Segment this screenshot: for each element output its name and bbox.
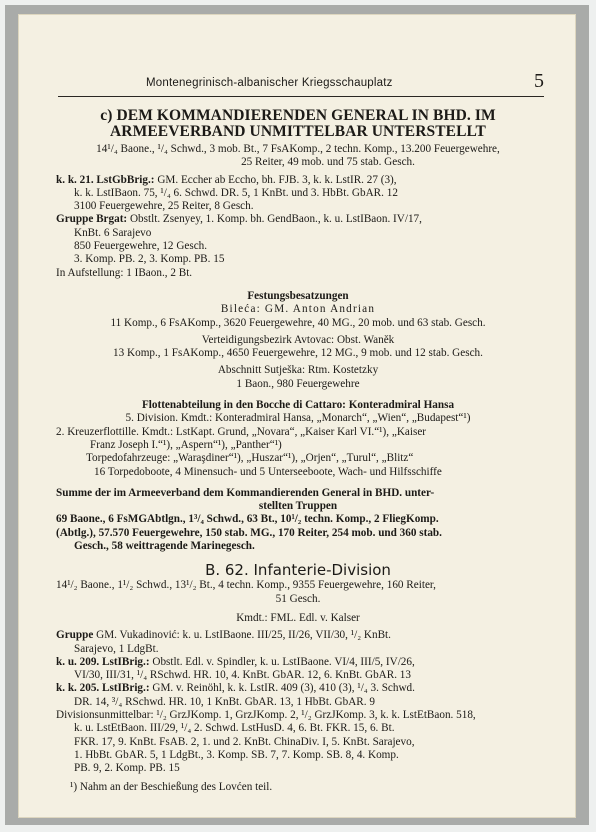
bileca-text: 11 Komp., 6 FsAKomp., 3620 Feuergewehre, 40 MG., 20 mob. und 63 stab. Gesch. bbox=[110, 316, 486, 329]
flotte-title: Flottenabteilung in den Bocche di Cattaro: Konteradmiral Hansa bbox=[141, 399, 455, 412]
brig-205-label: k. k. 205. LstIBrig.: bbox=[56, 682, 150, 695]
lst-brigade-text: GM. Eccher ab Eccho, bh. FJB. 3, k. k. LstIR. 27 (3), bbox=[154, 173, 397, 186]
gruppe-label: Gruppe bbox=[56, 629, 94, 642]
brig-209-line-2: VI/30, III/31, ¹/₄ RSchwd. HR. 10, 4. KnBt. GbAR. 12, 6. KnBt. GbAR. 13 bbox=[74, 669, 411, 682]
page-number: 5 bbox=[534, 70, 544, 92]
flotte-kreuzer-line-2: Franz Joseph I.“¹), „Aspern“¹), „Panther“¹) bbox=[90, 438, 282, 451]
gruppe-brgat-line-4: 3. Komp. PB. 2, 3. Komp. PB. 15 bbox=[74, 253, 225, 266]
section-c-intro-2: 25 Reiter, 49 mob. und 75 stab. Gesch. bbox=[241, 156, 415, 169]
div-unmittelbar-text: ¹/₂ GrzJKomp. 1, GrzJKomp. 2, ¹/₂ GrzJKomp. 3, k. k. LstEtBaon. 518, bbox=[153, 708, 476, 721]
flotte-kreuzer-line-1: 2. Kreuzerflottille. Kmdt.: LstKapt. Grund, „Novara“, „Kaiser Karl VI.“¹), „Kaiser bbox=[56, 425, 427, 438]
aufstellung-line: In Aufstellung: 1 IBaon., 2 Bt. bbox=[56, 266, 193, 279]
section-c-heading-2: ARMEEVERBAND UNMITTELBAR UNTERSTELLT bbox=[110, 123, 486, 140]
section-c-intro-1: 14¹/₄ Baone., ¹/₄ Schwd., 3 mob. Bt., 7 FsAKomp., 2 techn. Komp., 13.200 Feuergewehre, bbox=[96, 143, 500, 155]
summe-heading-1: Summe der im Armeeverband dem Kommandierenden General in BHD. unter- bbox=[56, 486, 435, 499]
gruppe-text: GM. Vukadinović: k. u. LstIBaone. III/25, II/26, VII/30, ¹/₂ KnBt. bbox=[93, 629, 391, 642]
div-unmittelbar-line-3: FKR. 17, 9. KnBt. FsAB. 2, 1. und 2. KnBt. ChinaDiv. I, 5. KnBt. Sarajevo, bbox=[74, 735, 415, 748]
b62-strength-1: 14¹/₂ Baone., 1¹/₂ Schwd., 13¹/₂ Bt., 4 techn. Komp., 9355 Feuergewehre, 160 Reiter, bbox=[56, 579, 436, 592]
div-unmittelbar-line-4: 1. HbBt. GbAR. 5, 1 LdgBt., 3. Komp. SB. 7, 7. Komp. SB. 8, 4. Komp. bbox=[74, 748, 399, 761]
running-title: Montenegrinisch-albanischer Kriegsschauplatz bbox=[146, 77, 393, 89]
flotte-torpedo-line-2: 16 Torpedoboote, 4 Minensuch- und 5 Unterseeboote, Wach- und Hilfsschiffe bbox=[94, 465, 442, 478]
brig-209-label: k. u. 209. LstIBrig.: bbox=[56, 655, 150, 668]
summe-line-1: 69 Baone., 6 FsMGAbtlgn., 1³/₄ Schwd., 63 Bt., 10¹/₂ techn. Komp., 2 FliegKomp. bbox=[56, 513, 439, 526]
gruppe-brgat-line-2: KnBt. 6 Sarajevo bbox=[74, 226, 152, 239]
div-unmittelbar-line-2: k. u. LstEtBaon. III/29, ¹/₄ 2. Schwd. LstHusD. 4, 6. Bt. FKR. 15, 6. Bt. bbox=[74, 722, 395, 735]
flotte-division-5: 5. Division. Kmdt.: Konteradmiral Hansa, „Monarch“, „Wien“, „Budapest“¹) bbox=[125, 412, 471, 425]
document-page bbox=[18, 14, 576, 818]
sutjeska-heading: Abschnitt Sutješka: Rtm. Kostetzky bbox=[217, 364, 379, 377]
summe-heading-2: stellten Truppen bbox=[258, 500, 338, 513]
brig-205-line-1 bbox=[56, 682, 540, 695]
div-unmittelbar-line-5: PB. 9, 2. Komp. PB. 15 bbox=[74, 762, 180, 775]
footnote: ¹) Nahm an der Beschießung des Lovćen teil. bbox=[70, 781, 273, 794]
brig-209-text: Obstlt. Edl. v. Spindler, k. u. LstIBaone. VI/4, III/5, IV/26, bbox=[149, 655, 415, 668]
flotte-torpedo-line-1: Torpedofahrzeuge: „Waraşdiner“¹), „Huszar“¹), „Orjen“, „Turul“, „Blitz“ bbox=[86, 452, 414, 465]
gruppe-brgat-label: Gruppe Brgat: bbox=[56, 213, 128, 226]
running-header bbox=[58, 70, 544, 97]
gruppe-brgat-line-3: 850 Feuergewehre, 12 Gesch. bbox=[74, 240, 208, 253]
gruppe-brgat-text: Obstlt. Zsenyey, 1. Komp. bh. GendBaon., k. u. LstIBaon. IV/17, bbox=[127, 213, 422, 226]
gruppe-brgat-line-1 bbox=[56, 213, 540, 226]
section-c-heading-1: c) DEM KOMMANDIERENDEN GENERAL IN BHD. IM bbox=[100, 107, 496, 124]
lst-brigade-line-1 bbox=[56, 174, 540, 187]
sutjeska-text: 1 Baon., 980 Feuergewehre bbox=[236, 377, 360, 390]
gruppe-vukadinovic-line-1 bbox=[56, 629, 540, 642]
b62-strength-2: 51 Gesch. bbox=[275, 592, 321, 605]
summe-line-3: Gesch., 58 weittragende Marinegesch. bbox=[74, 540, 255, 553]
avtovac-heading: Verteidigungsbezirk Avtovac: Obst. Waněk bbox=[201, 333, 395, 346]
festung-title: Festungsbesatzungen bbox=[247, 289, 349, 302]
b62-title: B. 62. Infanterie-Division bbox=[205, 561, 391, 580]
b62-kommandant: Kmdt.: FML. Edl. v. Kalser bbox=[236, 611, 360, 624]
brig-209-line-1 bbox=[56, 656, 540, 669]
brig-205-line-2: DR. 14, ³/₄ RSchwd. HR. 10, 1 KnBt. GbAR. 13, 1 HbBt. GbAR. 9 bbox=[74, 695, 375, 708]
bileca-heading: Bileća: GM. Anton Andrian bbox=[220, 303, 376, 316]
gruppe-vukadinovic-line-2: Sarajevo, 1 LdgBt. bbox=[74, 642, 159, 655]
page-body bbox=[56, 108, 540, 795]
div-unmittelbar-label: Divisionsunmittelbar: bbox=[56, 708, 154, 721]
brig-205-text: GM. v. Reinöhl, k. k. LstIR. 409 (3), 410 (3), ¹/₄ 3. Schwd. bbox=[149, 682, 415, 695]
summe-line-2: (Abtlg.), 57.570 Feuergewehre, 150 stab. MG., 170 Reiter, 254 mob. und 360 stab. bbox=[56, 526, 442, 539]
div-unmittelbar-line-1 bbox=[56, 709, 540, 722]
avtovac-text: 13 Komp., 1 FsAKomp., 4650 Feuergewehre, 12 MG., 9 mob. und 12 stab. Gesch. bbox=[113, 347, 483, 360]
lst-brigade-label: k. k. 21. LstGbBrig.: bbox=[56, 173, 155, 186]
lst-brigade-line-3: 3100 Feuergewehre, 25 Reiter, 8 Gesch. bbox=[74, 200, 254, 213]
lst-brigade-line-2: k. k. LstIBaon. 75, ¹/₄ 6. Schwd. DR. 5, 1 KnBt. und 3. HbBt. GbAR. 12 bbox=[74, 186, 398, 199]
